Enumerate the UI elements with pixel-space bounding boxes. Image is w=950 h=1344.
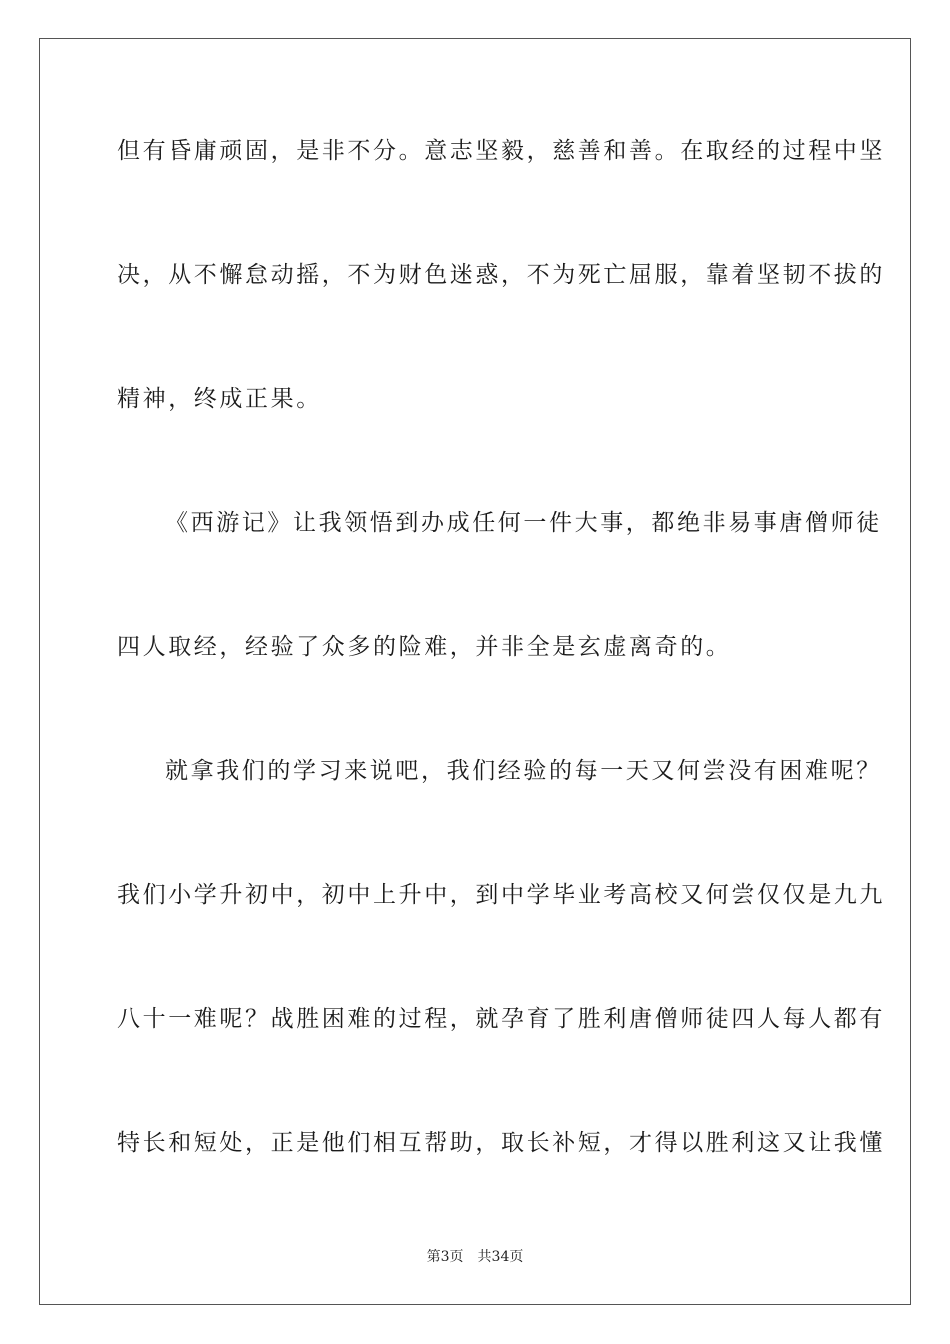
- body-text-line: 决，从不懈怠动摇，不为财色迷惑，不为死亡屈服，靠着坚韧不拔的: [117, 262, 885, 288]
- body-text-line: 精神，终成正果。: [117, 386, 322, 412]
- body-text-line: 但有昏庸顽固，是非不分。意志坚毅，慈善和善。在取经的过程中坚: [117, 138, 885, 164]
- page-number: 第3页: [426, 1249, 464, 1265]
- page-border: [39, 38, 911, 1305]
- page-total: 共34页: [477, 1249, 524, 1265]
- body-text-line: 我们小学升初中，初中上升中，到中学毕业考高校又何尝仅仅是九九: [117, 882, 885, 908]
- body-text-line: 八十一难呢？战胜困难的过程，就孕育了胜利唐僧师徒四人每人都有: [117, 1006, 885, 1032]
- body-text-line: 就拿我们的学习来说吧，我们经验的每一天又何尝没有困难呢？: [165, 758, 882, 784]
- body-text-line: 特长和短处，正是他们相互帮助，取长补短，才得以胜利这又让我懂: [117, 1130, 885, 1156]
- body-text-line: 四人取经，经验了众多的险难，并非全是玄虚离奇的。: [117, 634, 732, 660]
- body-text-line: 《西游记》让我领悟到办成任何一件大事，都绝非易事唐僧师徒: [165, 510, 882, 536]
- page-footer: [0, 1248, 950, 1266]
